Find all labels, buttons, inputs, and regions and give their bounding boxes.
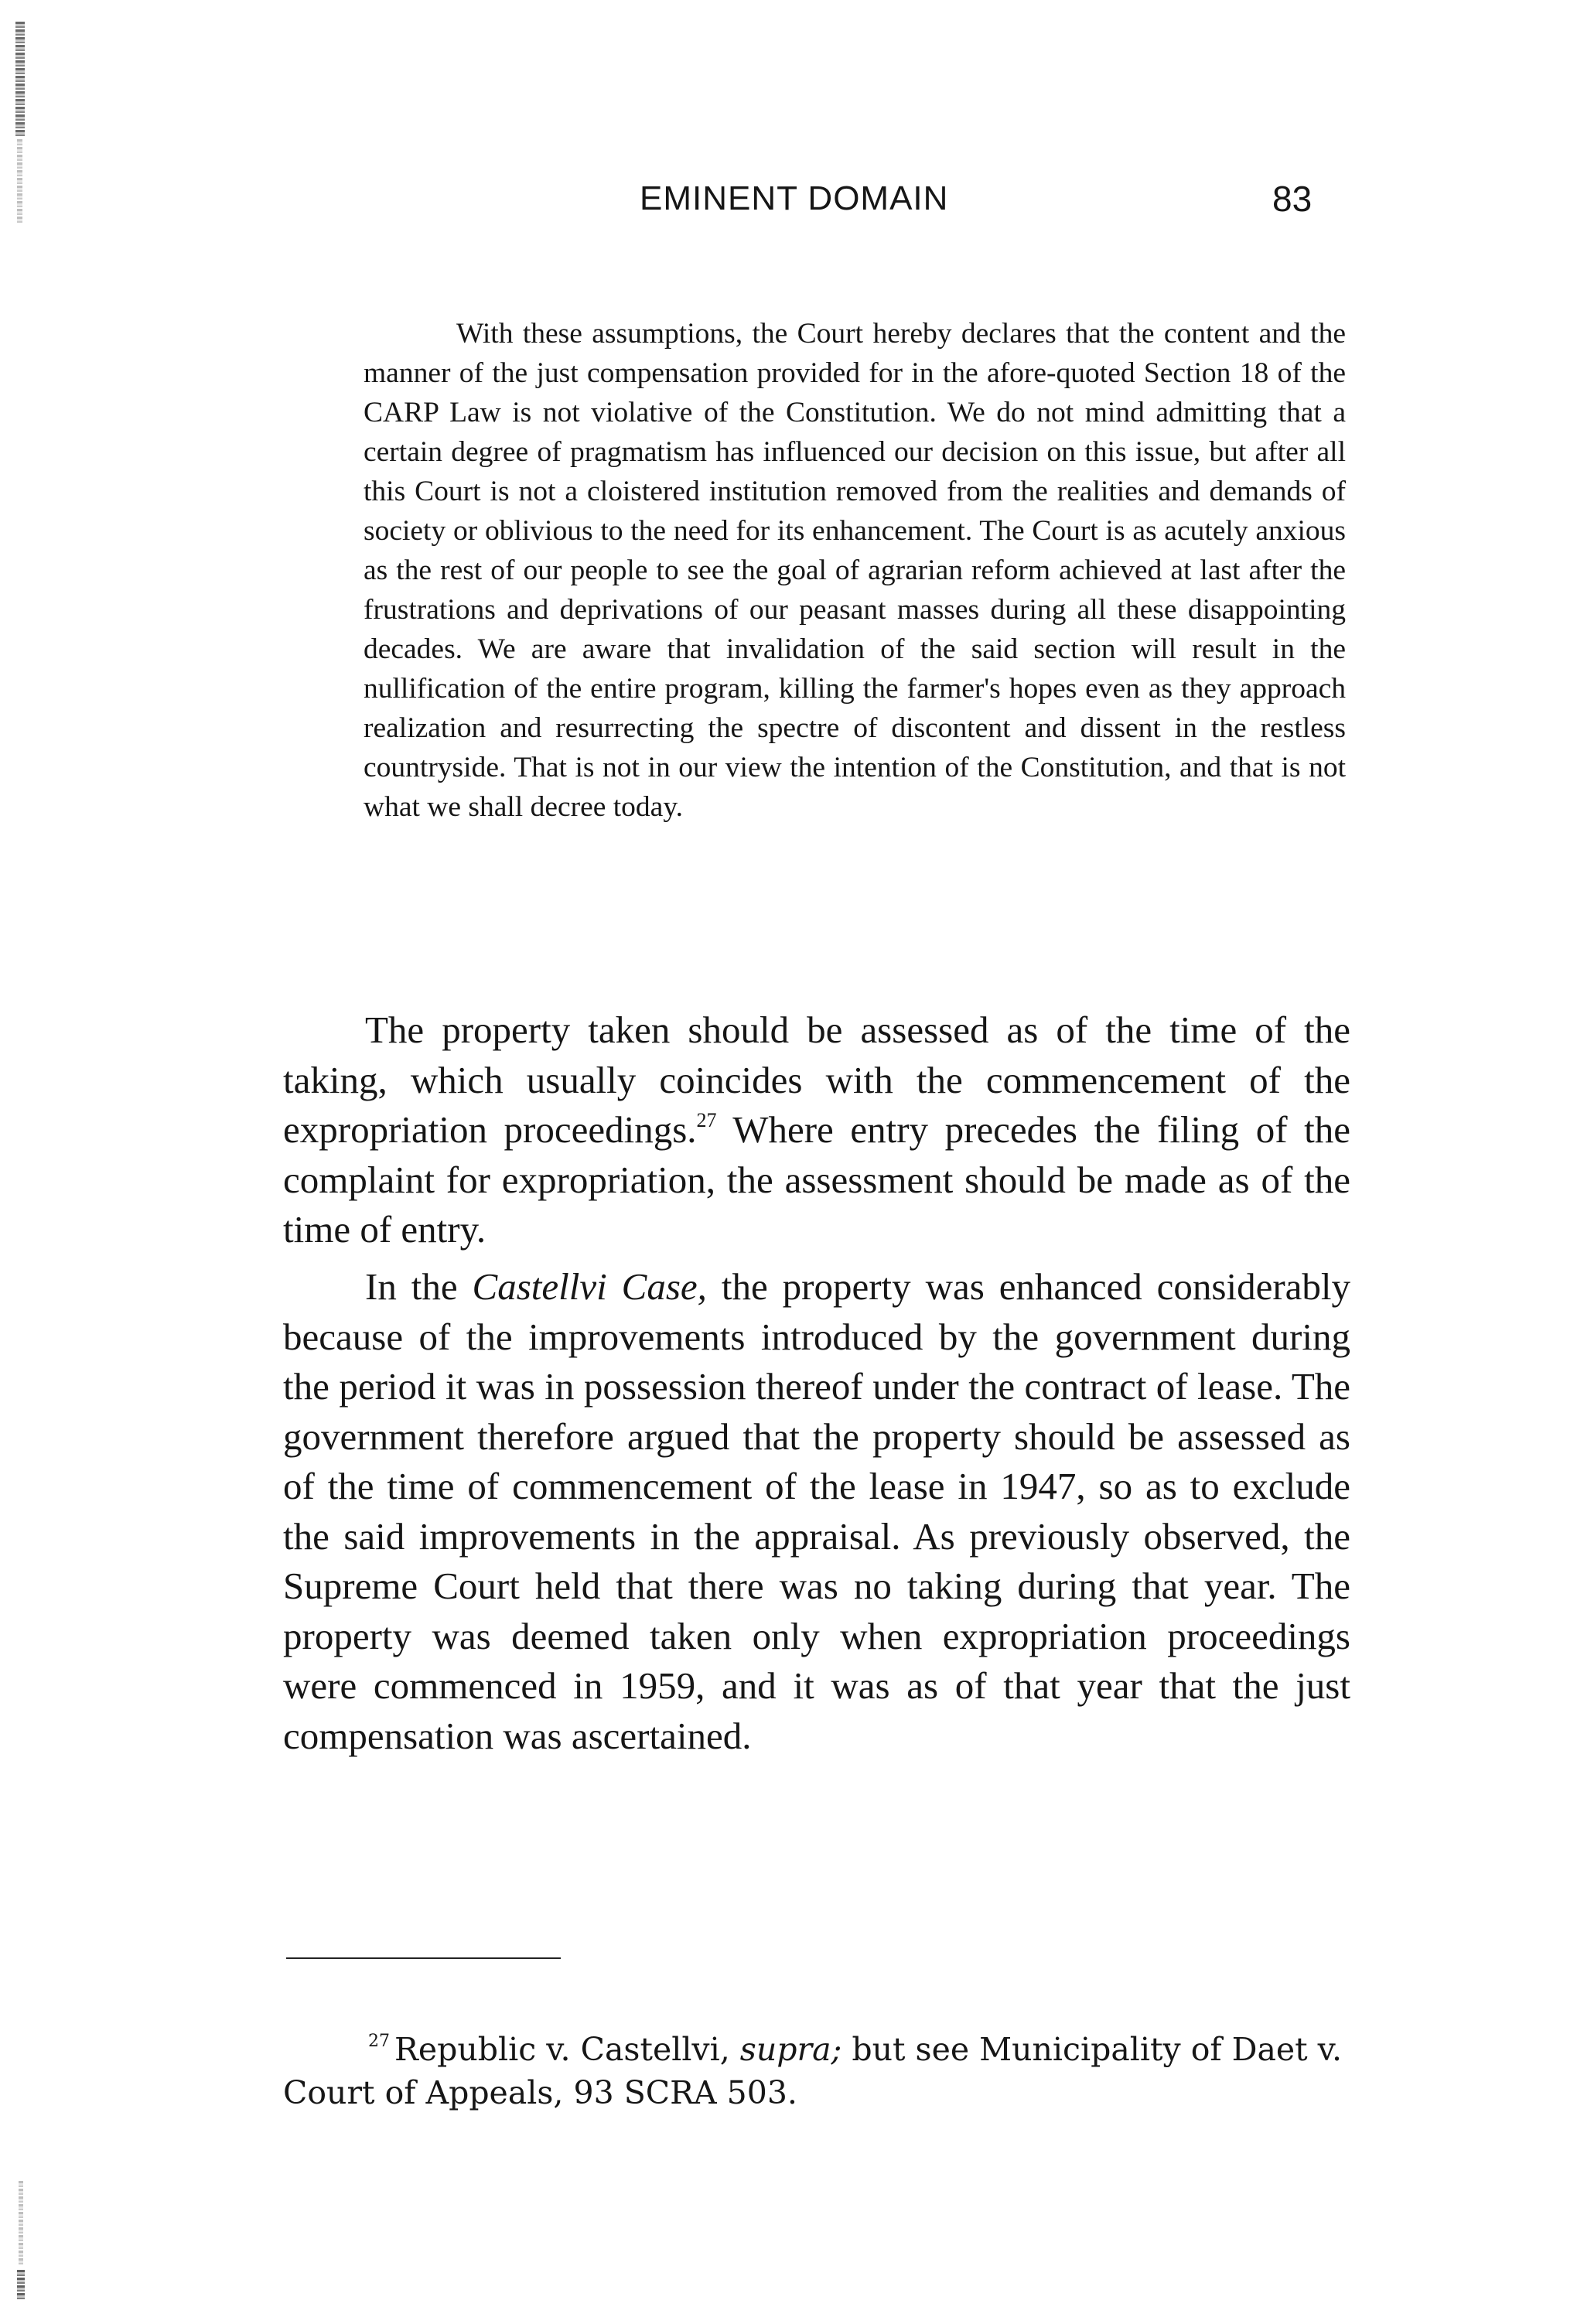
paragraph-2-text-a: In the xyxy=(365,1265,473,1308)
footnote-citation-b: but see Municipality of Daet v. xyxy=(842,2031,1343,2068)
footnote-number: 27 xyxy=(368,2032,390,2051)
running-head xyxy=(0,179,1584,234)
page-number: 83 xyxy=(1272,179,1313,219)
footnote-citation-a: Republic v. Castellvi, xyxy=(394,2031,740,2068)
body-paragraph-2 xyxy=(283,1262,1350,1761)
scan-artifact-bottom-faint xyxy=(19,2181,23,2266)
block-quote: With these assumptions, the Court hereby declares that the content and the manner of the just compensation provided for in the afore-quoted Section 18 of the CARP Law is not violative of the Constitution. We do not mind admitting that a certain degree of pragmatism has influenced our decision on this issue, but after all this Court is not a cloistered institution removed from the realities and demands of society or oblivious to the need for its enhancement. The Court is as acutely anxious as the rest of our people to see the goal of agrarian reform achieved at last after the frustrations and deprivations of our peasant masses during all these disappointing decades. We are aware that invalidation of the said section will result in the nullification of the entire program, killing the farmer's hopes even as they approach realization and resurrecting the spectre of discontent and dissent in the restless countryside. That is not in our view the intention of the Constitution, and that is not what we shall decree today. xyxy=(364,318,1346,823)
footnote-line-2: Court of Appeals, 93 SCRA 503. xyxy=(283,2074,797,2111)
footnote-citation-italic: supra; xyxy=(739,2031,842,2068)
footnote-reference: 27 xyxy=(696,1109,717,1131)
paragraph-1-text-b: Where entry precedes the filing of the complaint for expropriation, the assessment should be made as of the time of entry. xyxy=(283,1108,1350,1251)
scan-artifact-top xyxy=(15,22,25,138)
body-paragraph-1 xyxy=(283,1005,1350,1255)
paragraph-1-text-a: The property taken should be assessed as of the time of the taking, which usually coincides with the commencement of the expropriation proceedings. xyxy=(283,1008,1350,1151)
paragraph-2-text-b: the property was enhanced considerably because of the improvements introduced by the government during the period it was in possession thereof under the contract of lease. The government therefore argued that the property should be assessed as of the time of commencement of the lease in 1947, so as to exclude the said improvements in the appraisal. As previously observed, the Supreme Court held that there was no taking during that year. The property was deemed taken only when expropriation proceedings were commenced in 1959, and it was as of that year that the just compensation was ascertained. xyxy=(283,1265,1350,1757)
footnote-line-1 xyxy=(283,2028,1350,2071)
footnote xyxy=(283,2028,1350,2114)
scan-artifact-bottom xyxy=(17,2270,25,2299)
running-title: EMINENT DOMAIN xyxy=(640,179,949,217)
footnote-divider xyxy=(286,1957,561,1959)
case-name: Castellvi Case, xyxy=(472,1265,707,1308)
